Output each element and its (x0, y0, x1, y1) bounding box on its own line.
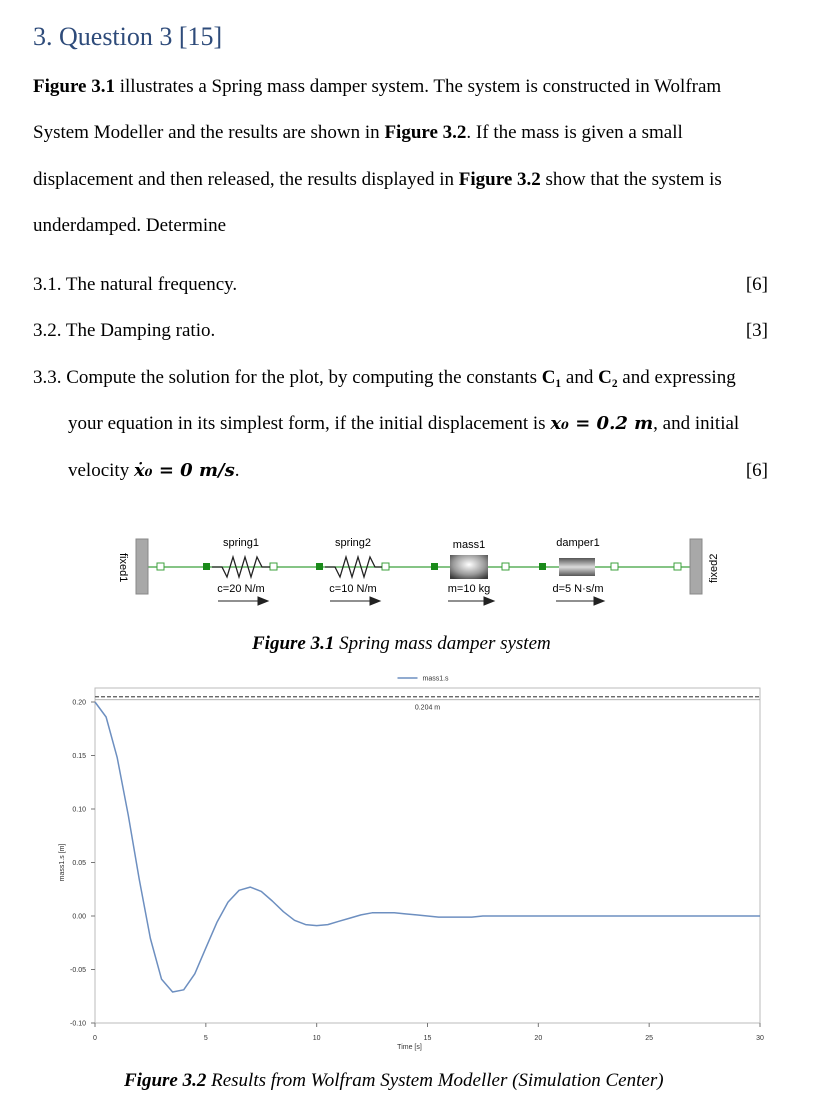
x-tick-label: 30 (756, 1035, 764, 1042)
y-tick-label: 0.10 (72, 806, 86, 814)
y-tick-label: 0.00 (72, 913, 86, 921)
flange-icon (316, 563, 323, 570)
initial-displacement: x₀ = 0.2 m (550, 413, 654, 434)
x-axis-label: Time [s] (397, 1044, 422, 1051)
question-3-3-line-2 (68, 413, 739, 435)
annotation-label: 0.204 m (414, 704, 441, 712)
arrow-icon (218, 597, 268, 605)
mark-3-3: [6] (745, 460, 768, 481)
results-chart (0, 668, 820, 1063)
flange-icon (157, 563, 164, 570)
flange-icon (611, 563, 618, 570)
fixed2-label: fixed2 (708, 553, 720, 583)
mass-name: mass1 (452, 539, 486, 551)
flange-icon (270, 563, 277, 570)
text: illustrates a Spring mass damper system. The system is constructed in Wolfram (114, 76, 722, 97)
question-3-3 (33, 367, 736, 389)
intro-line-3 (33, 169, 722, 191)
text: your equation in its simplest form, if the initial displacement is (68, 413, 551, 434)
legend-label: mass1.s (422, 675, 449, 683)
chart-axes (91, 688, 760, 1027)
arrow-icon (448, 597, 494, 605)
caption-label: Figure 3.2 (124, 1070, 207, 1091)
mass-param: m=10 kg (447, 583, 491, 595)
question-3-2: 3.2. The Damping ratio. (33, 320, 216, 341)
spring-mass-damper-diagram (0, 525, 820, 620)
question-3-3-line-3 (68, 460, 239, 482)
x-tick-label: 10 (312, 1035, 321, 1042)
flange-icon (203, 563, 210, 570)
mark-3-1: [6] (745, 274, 768, 295)
constant-c2: C₂ (598, 367, 618, 388)
figure-ref: Figure 3.2 (458, 169, 541, 190)
figure-3-2-caption (124, 1070, 664, 1092)
spring2-param: c=10 N/m (329, 583, 377, 595)
x-tick-label: 5 (203, 1035, 208, 1042)
x-tick-label: 15 (423, 1035, 432, 1042)
initial-velocity: ẋ₀ = 0 m/s (133, 460, 235, 481)
mass-block (450, 555, 488, 579)
arrow-icon (330, 597, 380, 605)
text: 3.3. Compute the solution for the plot, by computing the constants (33, 367, 542, 388)
flange-icon (382, 563, 389, 570)
text: show that the system is (540, 169, 722, 190)
text: displacement and then released, the results displayed in (33, 169, 459, 190)
intro-line-2 (33, 122, 683, 144)
y-axis-label: mass1.s [m] (59, 843, 66, 882)
y-tick-label: -0.10 (70, 1020, 86, 1028)
text: System Modeller and the results are shown in (33, 122, 385, 143)
spring1-param: c=20 N/m (217, 583, 265, 595)
x-tick-label: 20 (534, 1035, 543, 1042)
y-tick-label: -0.05 (70, 967, 86, 974)
intro-paragraph (33, 76, 788, 246)
question-heading: 3. Question 3 [15] (33, 22, 223, 51)
intro-line-1 (33, 76, 721, 98)
y-tick-label: 0.20 (72, 699, 86, 707)
y-tick-label: 0.15 (72, 753, 86, 760)
spring1-name: spring1 (222, 537, 260, 549)
flange-icon (502, 563, 509, 570)
question-3-1: 3.1. The natural frequency. (33, 274, 238, 295)
caption-text: Results from Wolfram System Modeller (Simulation Center) (206, 1070, 664, 1091)
flange-icon (539, 563, 546, 570)
x-tick-label: 0 (93, 1035, 97, 1042)
figure-ref: Figure 3.1 (33, 76, 115, 97)
intro-line-4: underdamped. Determine (33, 215, 227, 236)
text: . If the mass is given a small (466, 122, 683, 143)
spring2-name: spring2 (334, 537, 372, 549)
fixed2-block (690, 539, 702, 594)
fixed1-block (136, 539, 148, 594)
text: , and initial (653, 413, 740, 434)
caption-label: Figure 3.1 (252, 633, 335, 654)
arrow-icon (556, 597, 604, 605)
text: and expressing (617, 367, 736, 388)
constant-c1: C₁ (541, 367, 562, 388)
y-tick-label: 0.05 (72, 860, 86, 867)
figure-ref: Figure 3.2 (384, 122, 467, 143)
flange-icon (431, 563, 438, 570)
caption-text: Spring mass damper system (334, 633, 551, 654)
flange-icon (674, 563, 681, 570)
damper-name: damper1 (556, 537, 600, 549)
text: and (561, 367, 599, 388)
fixed1-label: fixed1 (117, 553, 129, 583)
damper-block (559, 558, 595, 576)
text: . (234, 460, 240, 481)
damper-param: d=5 N·s/m (552, 583, 604, 595)
text: velocity (68, 460, 134, 481)
x-tick-label: 25 (645, 1035, 654, 1042)
figure-3-1-caption (252, 633, 551, 655)
mark-3-2: [3] (745, 320, 768, 341)
